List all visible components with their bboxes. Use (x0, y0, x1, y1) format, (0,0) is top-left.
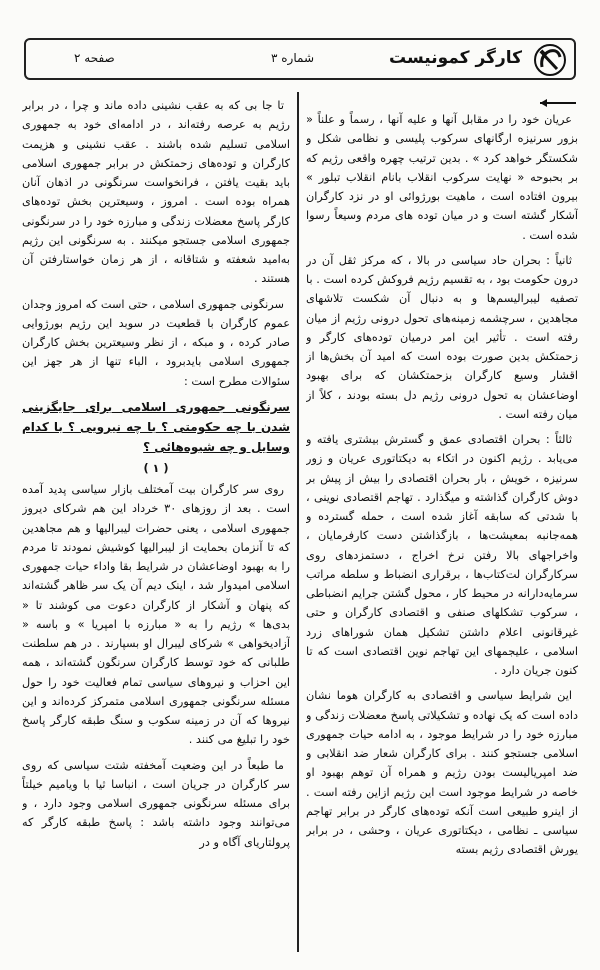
column-divider (297, 92, 299, 952)
section-heading: سرنگونی جمهوری اسلامی برای جایگزینی شدن با چه حکومتی ؟ با چه نیرویی ؟ با کدام وسایل و چه شیوه‌هائی ؟ (22, 399, 290, 454)
paragraph: ثانیاً : بحران حاد سیاسی در بالا ، که مرکز ثقل آن در درون حکومت بود ، به تقسیم رژیم فروکش کرده است . با تصفیه لیبرالیسم‌ها و به دنبال آن شکست تلاشهای مجاهدین ، سرچشمه زمینه‌های تحول درونی رژیم از میان رفته است . تأثیر این امر درمیان توده‌های کارگر و زحمتکش بدین صورت بوده است که امید آن بخش‌ها از اقشار وسیع کارگران بزحمتکشان که برای بهبود اوضاعشان به تحول درونی رژیم دل بسته بودند ، کلاً از میان رفته است . (306, 253, 578, 421)
paragraph: ما طبعاً در این وضعیت آمخفته شتت سیاسی که روی سر کارگران در جریان است ، انباسا ثیا با ویامیم خیلتاً برای مسئله سرنگونی جمهوری اسلامی وجود دارد ، و می‌توانند وجود داشته باشد : پاسخ طبقه کارگر که پرولتاریای آگاه و در (22, 758, 290, 849)
paragraph: تا جا بی که به عقب نشینی داده ماند و چرا ، در برابر رژیم به عرصه رفته‌اند ، در ادامه‌ای خود به جمهوری اسلامی تسلیم شده باشند . عقب نشینی و هزیمت کارگران و توده‌های زحمتکش در برابر جمهوری اسلامی باید بقیت یافتن ، فرانخواست سرنگونی در اذهان آنان همراه بوده است . امروز ، وسیعترین بخش توده‌های کارگر پاسخ معضلات زندگی و مبارزه خود را در سرنگونی جمهوری اسلامی جستجو میکنند . به سرنگونی این رژیم به‌امید شعفته و شتاقانه ، از هر زمان خواستارفتن آن هستند . (22, 99, 290, 286)
masthead (24, 38, 576, 80)
paragraph: سرنگونی جمهوری اسلامی ، حتی است که امروز وجدان عموم کارگران با قطعیت در سوبد این رژیم بورژوایی صادر کرده ، و مبکه ، از نظر وسیعترین بخش کارگران جمهوری اسلامی بایدبرود ، الباء تنها از هر جهز این سئوالات مطرح است : (22, 297, 290, 388)
right-column (306, 96, 578, 952)
section-number: ( ۱ ) (143, 461, 169, 475)
paragraph: این شرایط سیاسی و اقتصادی به کارگران هوما نشان داده است که یک نهاده و تشکیلاتی پاسخ معضلات زندگی و مبارزه خود را در شرایط موجود ، به ادامه حیات جمهوری اسلامی جستجو کنند . برای کارگران شعار ضد انقلابی و ضد امپریالیست بودن رژیم و همراه آن توهم بهبود او خاصه در شرایط موجود است این رژیم ازاین رفته است . از اینرو طبیعی است آنکه توده‌های کارگر در برابر تهاجم سیاسی ـ نظامی ، دیکتاتوری عریان ، وحشی ، در برابر یورش اقتصادی رژیم بسته (306, 689, 578, 857)
paragraph: عریان خود را در مقابل آنها و علیه آنها ، رسماً و علناً « بزور سرنیزه ارگانهای سرکوب پلیسی و نظامی شکل و شکستگر خواهد کرد » . بدین ترتیب چهره واقعی رژیم که بر بحبوحه « نهایت سرکوب انقلاب بانام انقلاب تبلور » بیرون افتاده است ، ماهیت بورژوائی او در نزد کارگران آشکار گشته است و در میان توده های مردم وسیعاً رسوا شده است . (306, 113, 578, 242)
paragraph: روی سر کارگران بیت آمختلف بازار سیاسی پدید آمده است . بعد از روزهای ۳۰ خرداد این هم شرکای دیروز جمهوری اسلامی ، یعنی حضرات لیبرالیها و هم مجاهدین که تا آنزمان بحمایت از لیبرالیها کوشیش نمودند تا مردم را به بهبود اوضاعشان در شرایط بقا واداء حیات جمهوری اسلامی امیدوار شد ، اینک دیم آن یک سر ظاهر گشته‌اند که پنهان و آشکار از کارگران دعوت می کوشند تا « بدی‌ها » رژیم را به « مبارزه با امپریا » و باسه « آزادیخواهی » شرکای لیبرال او بسپارند . در هم سلطنت طلبانی که خود توسط کارگران سرنگون گشته‌اند ، همه این احزاب و نیروهای سیاسی تمام فعالیت خود را حول مسئله سرنگونی جمهوری اسلامی متمرکز کرده‌اند و این نیروها که آن در زمینه سکوب و سنگ طبقه کارگر پاسخ خود را تبلیغ می کنند . (22, 483, 290, 747)
hammer-sickle-icon (532, 43, 568, 77)
left-column (22, 96, 290, 952)
page-number: صفحه ۲ (74, 51, 115, 65)
issue-number: شماره ۳ (271, 51, 314, 65)
arrow-icon (306, 96, 578, 110)
paragraph: ثالثاً : بحران اقتصادی عمق و گسترش بیشتری یافته و می‌یابد . رژیم اکنون در اتکاء به دیکتاتوری عریان و زور سرنیزه ، خویش ، بار بحران اقتصادی را بیش از پیش بر دوش کارگران گذاشته و میگذارد . تهاجم اقتصادی نوینی ، با شدتی که سابقه آغاز شده است ، حمله گسترده و همه‌جانبه بمعیشت‌ها ، بازگذاشتن دست کارفرمایان ، واخراجهای بالا رفتن نرخ اخراج ، دستمزدهای روی سرکارگران لت‌کتاب‌ها ، برقراری انضباط و سلطه مراتب سرمایه‌دارانه در محیط کار ، محول گشتن جرایم انضباطی ، سرکوب تشکلهای صنفی و اقتصادی کارگران و حتی غیرقانونی اعلام داشتن تشکیل همان شوراهای زرد اسلامی ، علیجمهای این تهاجم نوین اقتصادی است که تا کنون جریان دارد . (306, 433, 578, 677)
paper-title: کارگر کمونیست (389, 48, 522, 68)
